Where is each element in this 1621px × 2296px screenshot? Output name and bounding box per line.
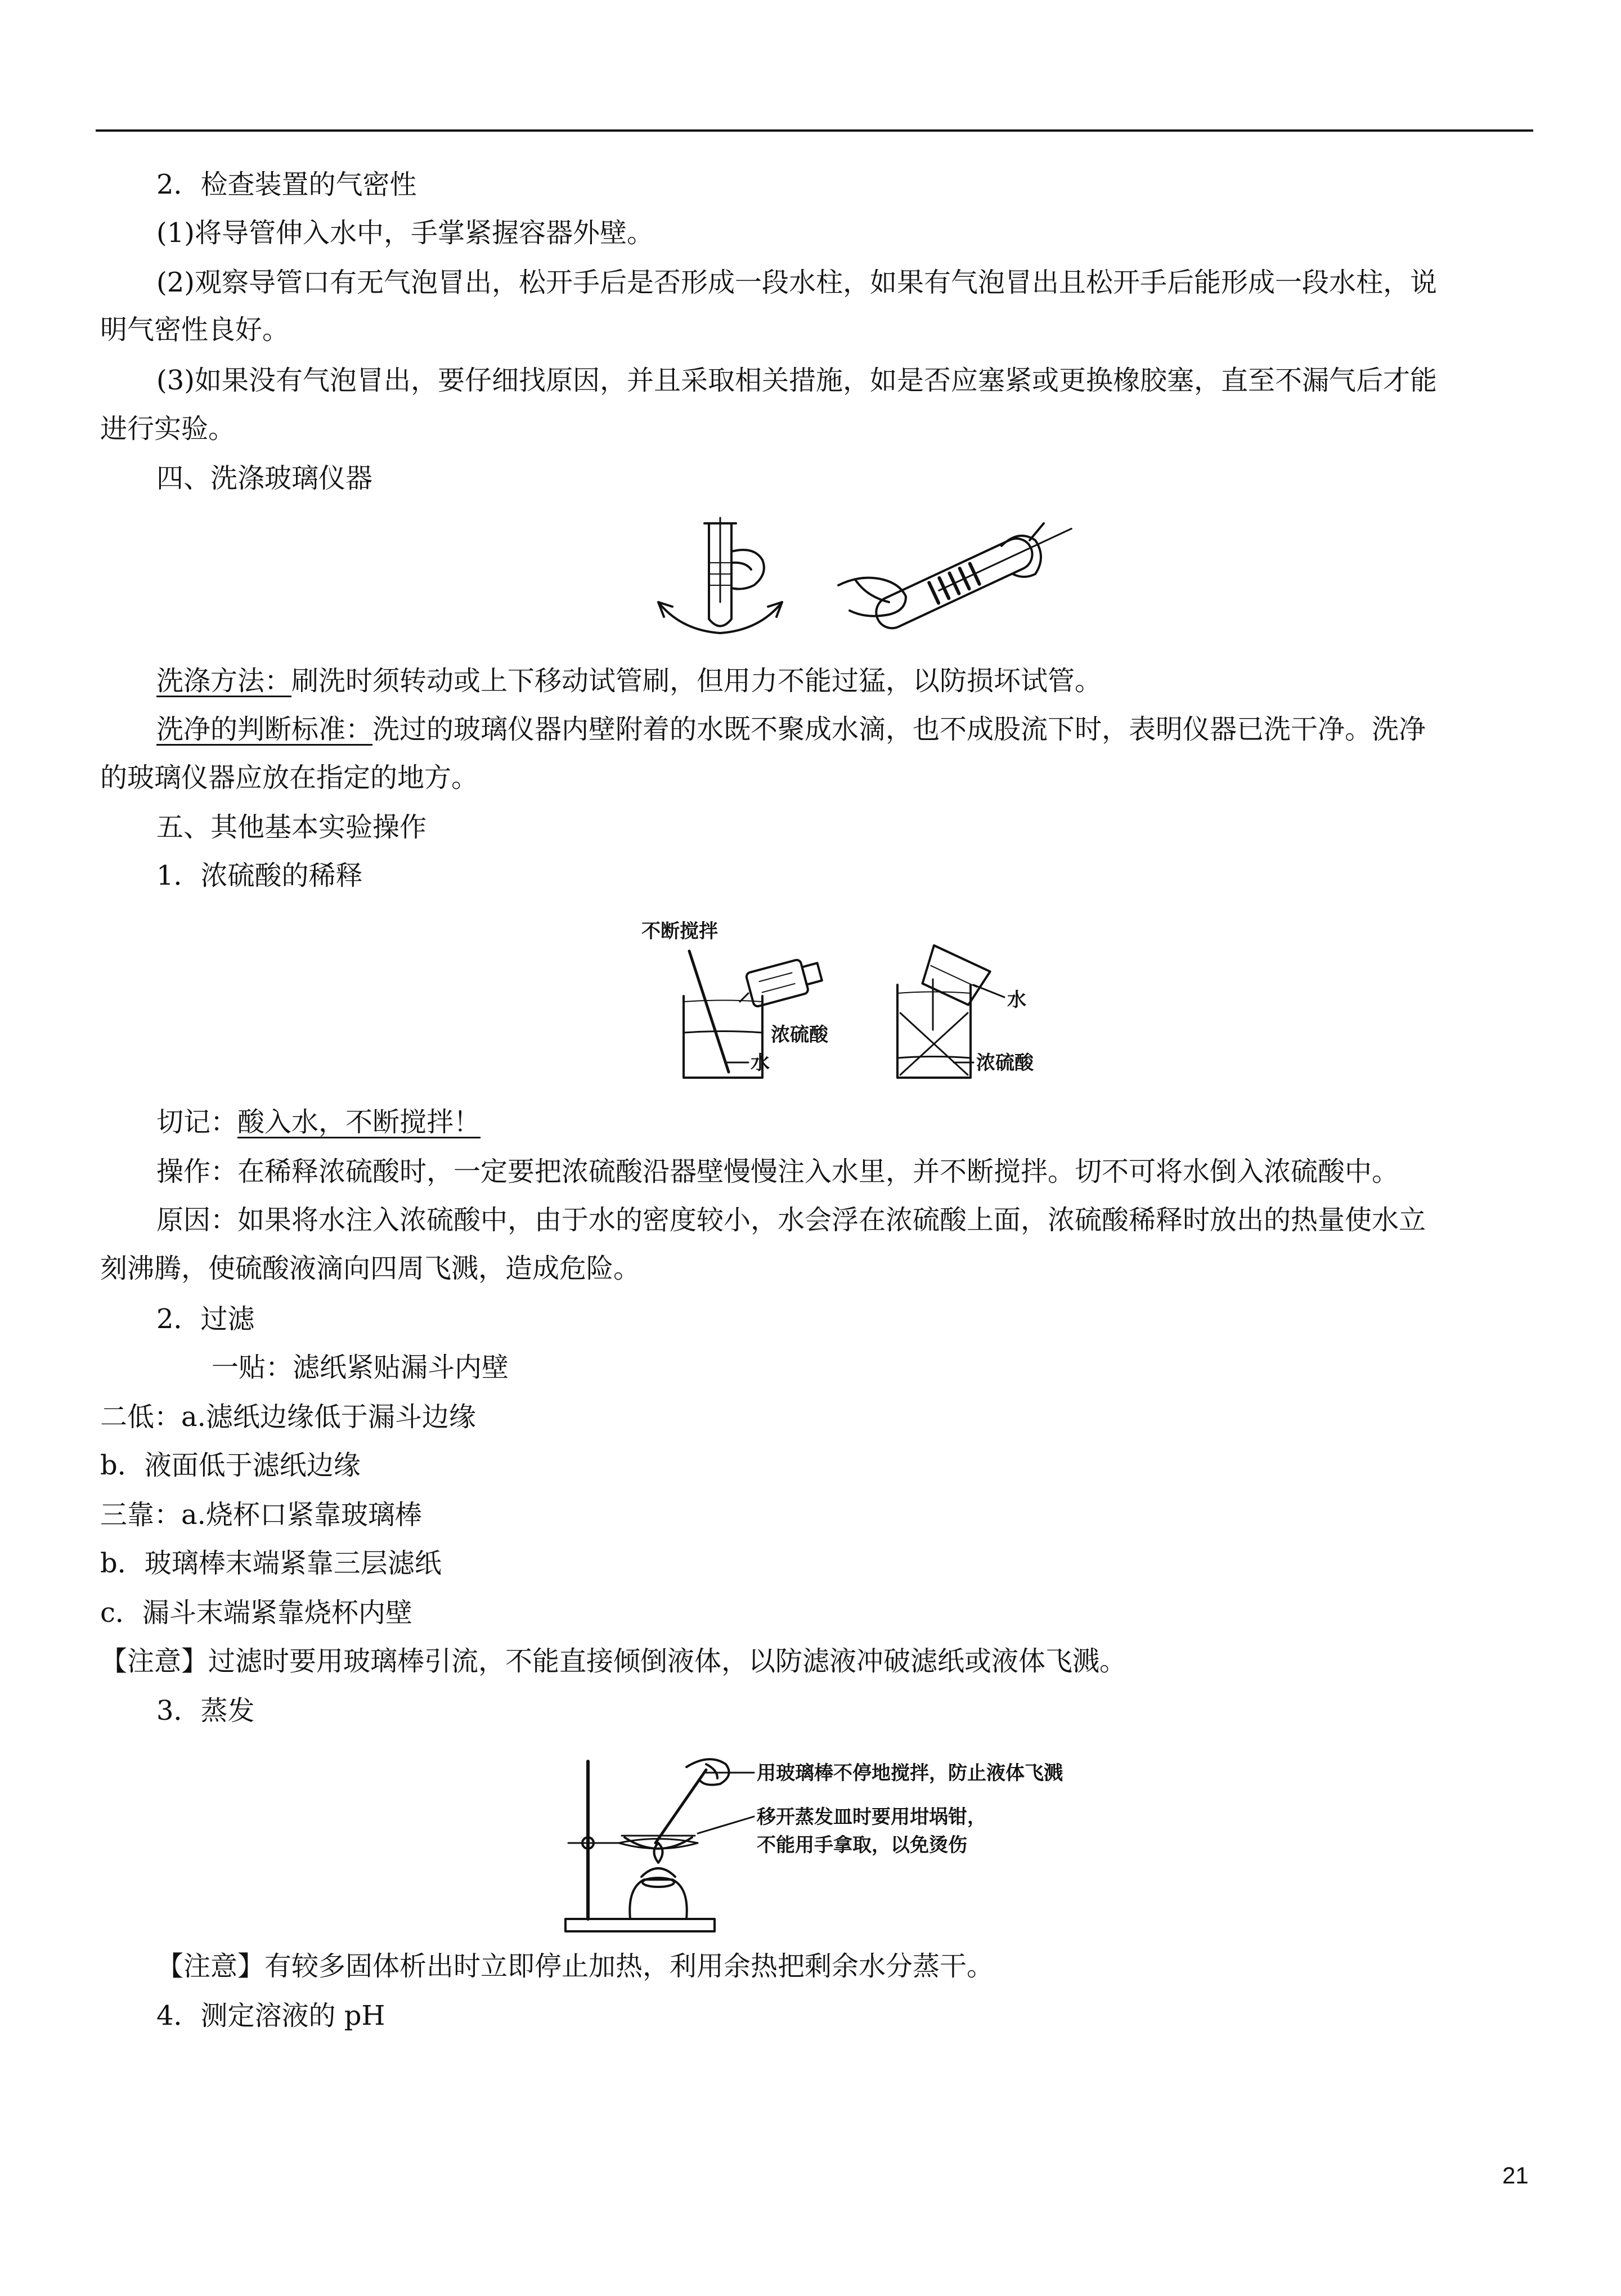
header-rule — [96, 129, 1533, 132]
list-item: c．漏斗末端紧靠烧杯内壁 — [100, 1597, 412, 1629]
subsection-heading: 2．过滤 — [156, 1303, 255, 1335]
list-item: b．玻璃棒末端紧靠三层滤纸 — [100, 1548, 442, 1579]
note: 【注意】过滤时要用玻璃棒引流，不能直接倾倒液体，以防滤液冲破滤纸或液体飞溅。 — [100, 1645, 1127, 1677]
clean-standard-label: 洗净的判断标准： — [156, 714, 373, 745]
wash-method-label: 洗涤方法： — [156, 665, 292, 697]
label-water-right: 水 — [1007, 989, 1026, 1011]
paragraph: 进行实验。 — [100, 413, 236, 445]
paragraph: 原因：如果将水注入浓硫酸中，由于水的密度较小，水会浮在浓硫酸上面，浓硫酸稀释时放出的热量使水立 — [156, 1204, 1426, 1236]
label-crucible-tongs: 移开蒸发皿时要用坩埚钳， — [757, 1806, 986, 1828]
section-heading: 五、其他基本实验操作 — [156, 811, 427, 843]
paragraph — [156, 664, 1102, 698]
paragraph — [156, 1105, 481, 1139]
list-item: 一贴：滤纸紧贴漏斗内壁 — [212, 1352, 509, 1383]
label-no-hand: 不能用手拿取，以免烫伤 — [757, 1834, 967, 1856]
label-acid-left: 浓硫酸 — [771, 1024, 828, 1046]
paragraph: 操作：在稀释浓硫酸时，一定要把浓硫酸沿器壁慢慢注入水里，并不断搅拌。切不可将水倒入浓硫酸中。 — [156, 1156, 1399, 1187]
list-item: 二低：a.滤纸边缘低于漏斗边缘 — [100, 1401, 476, 1433]
remember-label: 切记： — [156, 1106, 238, 1138]
label-water-left: 水 — [751, 1052, 770, 1074]
subsection-heading: 3．蒸发 — [156, 1695, 255, 1727]
remember-text: 酸入水，不断搅拌！ — [237, 1106, 481, 1138]
paragraph: 刻沸腾，使硫酸液滴向四周飞溅，造成危险。 — [100, 1253, 641, 1284]
label-stir: 不断搅拌 — [641, 920, 718, 943]
paragraph: 的玻璃仪器应放在指定的地方。 — [100, 762, 479, 793]
note: 【注意】有较多固体析出时立即停止加热，利用余热把剩余水分蒸干。 — [156, 1950, 994, 1982]
list-item: b．液面低于滤纸边缘 — [100, 1450, 361, 1481]
paragraph: (3)如果没有气泡冒出，要仔细找原因，并且采取相关措施，如是否应塞紧或更换橡胶塞，直至不漏气后才能 — [156, 365, 1437, 396]
paragraph: (2)观察导管口有无气泡冒出，松开手后是否形成一段水柱，如果有气泡冒出且松开手后能形成一段水柱，说 — [156, 267, 1437, 298]
subsection-heading: 1．浓硫酸的稀释 — [156, 860, 363, 891]
paragraph: 明气密性良好。 — [100, 314, 290, 346]
page-number: 21 — [1502, 2162, 1529, 2189]
label-acid-right: 浓硫酸 — [976, 1052, 1034, 1074]
wash-method-text: 刷洗时须转动或上下移动试管刷，但用力不能过猛，以防损坏试管。 — [291, 665, 1102, 697]
section-heading: 四、洗涤玻璃仪器 — [156, 463, 373, 494]
clean-standard-text: 洗过的玻璃仪器内壁附着的水既不聚成水滴，也不成股流下时，表明仪器已洗干净。洗净 — [372, 714, 1426, 745]
figure-acid-dilution — [636, 917, 1063, 1086]
section-heading: 2．检查装置的气密性 — [156, 169, 417, 200]
figure-evaporation — [563, 1750, 1148, 1936]
figure-washing-test-tubes — [641, 518, 1058, 653]
paragraph: (1)将导管伸入水中，手掌紧握容器外壁。 — [156, 217, 654, 249]
list-item: 三靠：a.烧杯口紧靠玻璃棒 — [100, 1499, 422, 1531]
paragraph — [156, 712, 1426, 746]
subsection-heading: 4．测定溶液的 pH — [156, 2000, 385, 2032]
label-stir-rod: 用玻璃棒不停地搅拌，防止液体飞溅 — [757, 1762, 1063, 1784]
